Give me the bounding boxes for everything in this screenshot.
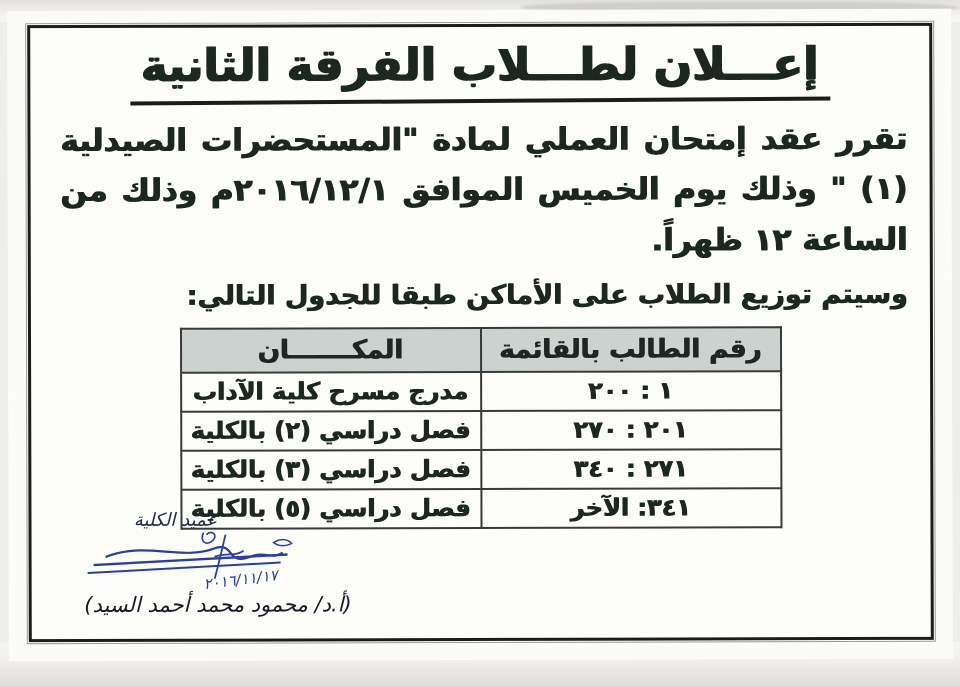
- place-cell: مدرج مسرح كلية الآداب: [181, 372, 481, 412]
- place-cell: فصل دراسي (٥) بالكلية: [181, 489, 481, 529]
- seating-table: [179, 326, 782, 530]
- table-header-row: [180, 327, 780, 373]
- announcement-frame: [27, 23, 934, 642]
- student-range-cell: ٣٤١: الآخر: [481, 488, 781, 528]
- signature-block: [55, 509, 355, 617]
- table-row: [181, 449, 781, 490]
- signature-date-handwritten: ٢٠١٦/١١/١٧: [202, 566, 279, 594]
- page-title: إعـــلان لطـــلاب الفرقة الثانية: [140, 37, 819, 92]
- scanned-paper: [7, 9, 953, 661]
- student-range-cell: ١ : ٢٠٠: [481, 371, 781, 411]
- place-cell: فصل دراسي (٢) بالكلية: [181, 411, 481, 451]
- student-range-cell: ٢٠١ : ٢٧٠: [481, 410, 781, 450]
- dean-role-handwritten: عميد الكلية: [133, 509, 218, 531]
- announcement-body: تقرر عقد إمتحان العملي لمادة "المستحضرات الصيدلية (١) " وذلك يوم الخميس الموافق ٢٠١٦/١٢/١م وذلك من الساعة ١٢ ظهراً.: [60, 121, 908, 259]
- place-cell: فصل دراسي (٣) بالكلية: [181, 450, 481, 490]
- student-range-cell: ٢٧١ : ٣٤٠: [481, 449, 781, 489]
- distribution-note: وسيتم توزيع الطلاب على الأماكن طبقا للجدول التالي:: [186, 278, 908, 312]
- header-student-number: رقم الطالب بالقائمة: [480, 327, 780, 372]
- table-row: [181, 410, 781, 451]
- title-underline: [130, 97, 830, 106]
- dean-name: (أ.د/ محمود محمد أحمد السيد): [84, 592, 352, 618]
- table-row: [181, 371, 781, 412]
- header-place: المكـــــــان: [180, 328, 480, 373]
